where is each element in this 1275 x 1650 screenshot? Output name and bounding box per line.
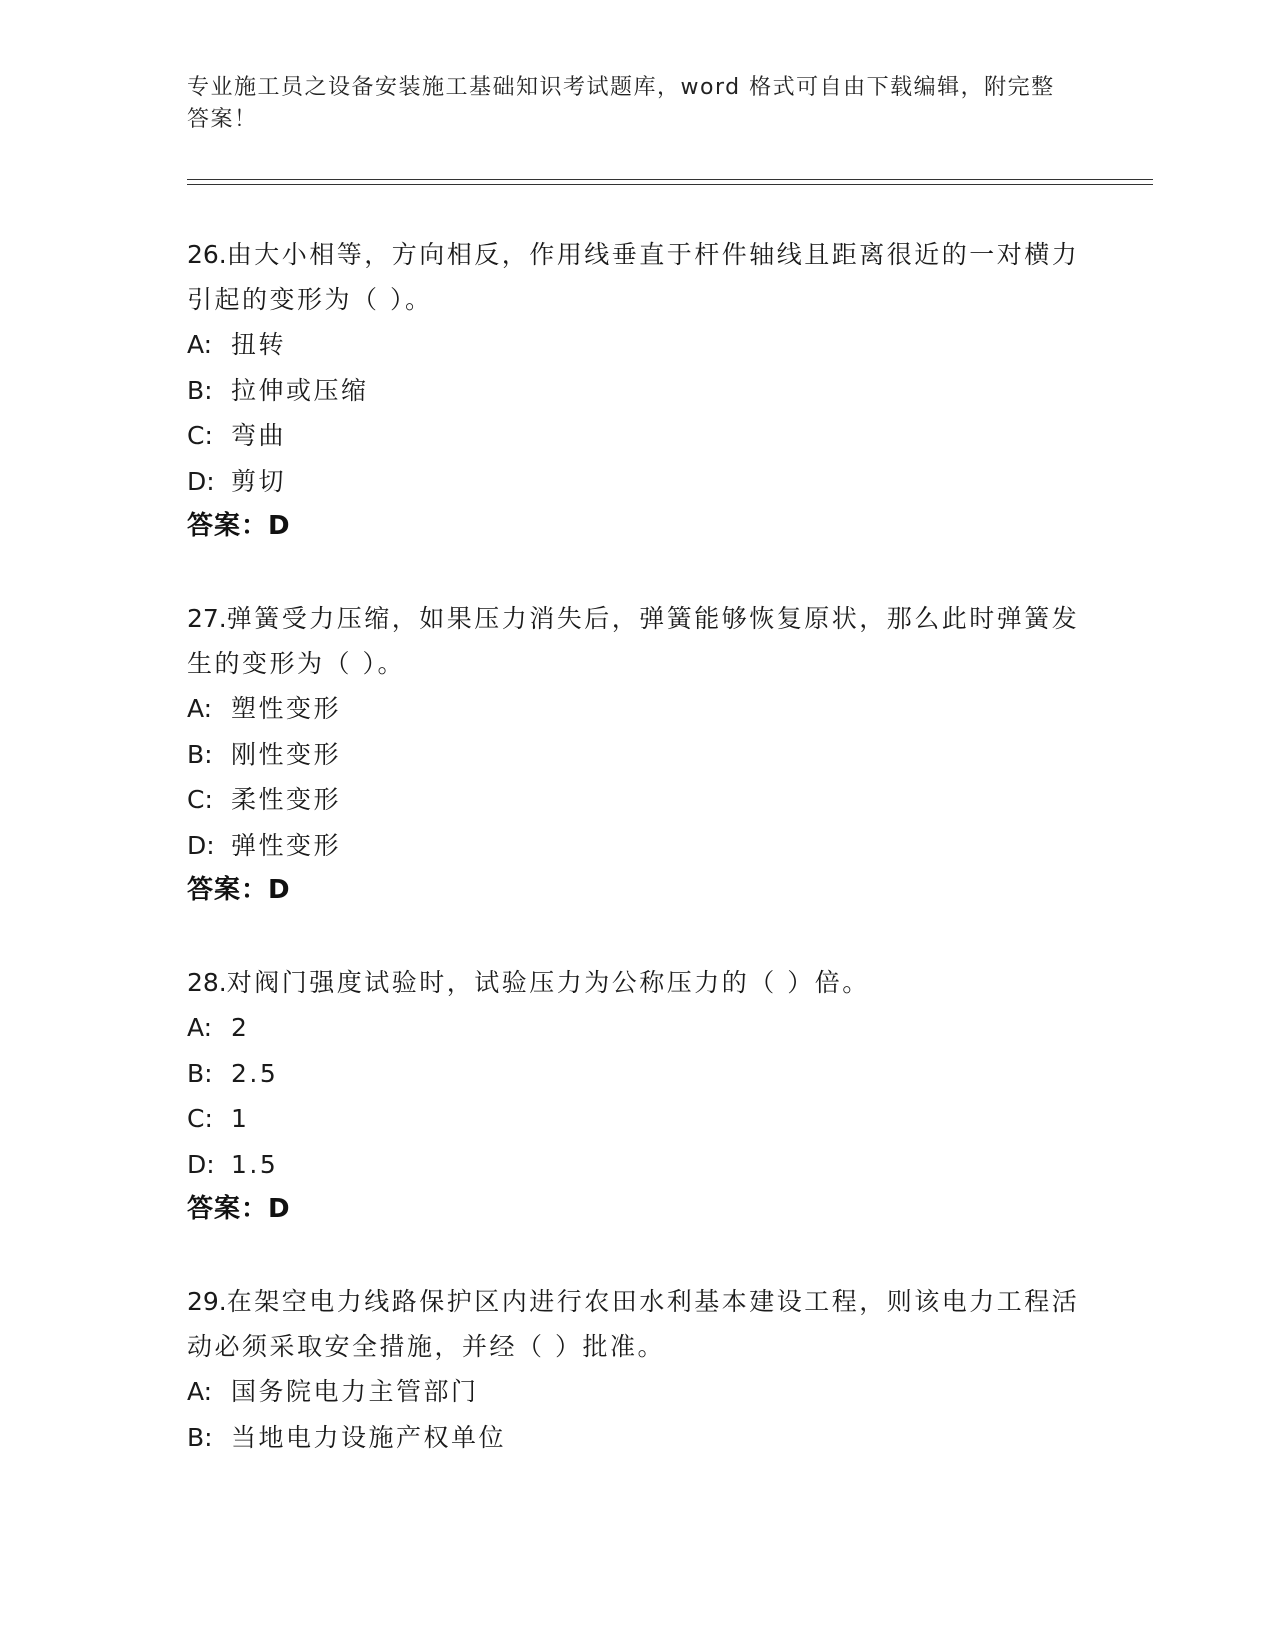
option-key: B: <box>187 375 213 405</box>
header-rule-bottom <box>187 184 1153 185</box>
option-d <box>187 823 1087 869</box>
option-key: D: <box>187 1149 215 1179</box>
option-key: A: <box>187 1013 213 1042</box>
question-number: 28. <box>187 968 227 997</box>
option-key: A: <box>187 330 213 359</box>
question-list <box>187 232 1087 1460</box>
option-list <box>187 322 1087 504</box>
option-text: 国务院电力主管部门 <box>231 1377 479 1406</box>
option-text: 1 <box>231 1104 250 1133</box>
option-text: 1.5 <box>231 1149 279 1179</box>
option-b <box>187 368 1087 414</box>
option-a <box>187 1369 1087 1415</box>
option-key: A: <box>187 1377 213 1406</box>
option-a <box>187 322 1087 368</box>
option-c <box>187 1096 1087 1142</box>
option-text: 弯曲 <box>231 421 287 450</box>
question-text: 对阀门强度试验时，试验压力为公称压力的（ ）倍。 <box>226 968 870 997</box>
question-28 <box>187 960 1087 1232</box>
question-stem <box>187 960 1087 1005</box>
answer-label: 答案：D <box>187 1194 291 1224</box>
option-d <box>187 459 1087 505</box>
option-key: C: <box>187 421 213 450</box>
question-number: 29. <box>187 1287 227 1316</box>
option-c <box>187 777 1087 823</box>
option-list <box>187 686 1087 868</box>
option-key: B: <box>187 1058 213 1088</box>
option-key: B: <box>187 739 213 769</box>
option-b <box>187 732 1087 778</box>
question-29 <box>187 1279 1087 1460</box>
option-a <box>187 686 1087 732</box>
option-key: D: <box>187 830 215 860</box>
option-b <box>187 1415 1087 1461</box>
question-text: 弹簧受力压缩，如果压力消失后，弹簧能够恢复原状，那么此时弹簧发生的变形为（ ）。 <box>187 604 1080 678</box>
question-stem <box>187 596 1087 686</box>
question-text: 在架空电力线路保护区内进行农田水利基本建设工程，则该电力工程活动必须采取安全措施，并经（ ）批准。 <box>187 1287 1080 1361</box>
header-rule-top <box>187 179 1153 180</box>
option-text: 柔性变形 <box>231 785 342 814</box>
option-text: 2 <box>231 1013 250 1042</box>
option-d <box>187 1142 1087 1188</box>
option-text: 2.5 <box>231 1058 279 1088</box>
option-key: D: <box>187 466 215 496</box>
option-key: B: <box>187 1422 213 1452</box>
option-list <box>187 1369 1087 1460</box>
question-26 <box>187 232 1087 549</box>
option-key: C: <box>187 785 213 814</box>
question-number: 27. <box>187 604 227 633</box>
question-number: 26. <box>187 240 227 269</box>
option-key: C: <box>187 1104 213 1133</box>
answer-label: 答案：D <box>187 511 291 541</box>
option-text: 弹性变形 <box>231 830 342 860</box>
option-a <box>187 1005 1087 1051</box>
question-text: 由大小相等，方向相反，作用线垂直于杆件轴线且距离很近的一对横力引起的变形为（ ）。 <box>187 240 1080 314</box>
option-text: 扭转 <box>231 330 287 359</box>
option-text: 当地电力设施产权单位 <box>231 1422 507 1452</box>
option-b <box>187 1051 1087 1097</box>
document-header: 专业施工员之设备安装施工基础知识考试题库，word 格式可自由下载编辑，附完整答案！ <box>187 75 1055 132</box>
question-stem <box>187 1279 1087 1369</box>
option-list <box>187 1005 1087 1187</box>
option-text: 刚性变形 <box>231 739 342 769</box>
option-text: 剪切 <box>231 466 287 496</box>
option-text: 塑性变形 <box>231 694 342 723</box>
question-27 <box>187 596 1087 913</box>
option-text: 拉伸或压缩 <box>231 375 369 405</box>
option-c <box>187 413 1087 459</box>
question-stem <box>187 232 1087 322</box>
answer-label: 答案：D <box>187 875 291 905</box>
option-key: A: <box>187 694 213 723</box>
